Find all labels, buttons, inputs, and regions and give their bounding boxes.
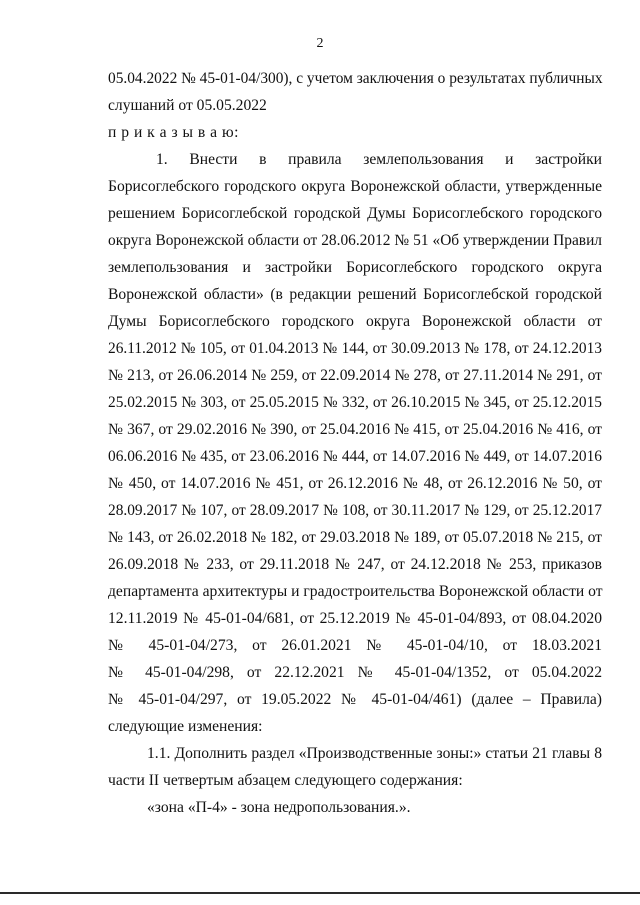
text-line: Борисоглебского городского округа Воронежской области, утвержденные	[108, 178, 602, 195]
order-word: п р и к а з ы в а ю:	[108, 124, 239, 141]
text-line: 06.06.2016 № 435, от 23.06.2016 № 444, от 14.07.2016 № 449, от 14.07.2016	[108, 448, 602, 465]
text-line: 26.09.2018 № 233, от 29.11.2018 № 247, от 24.12.2018 № 253, приказов	[108, 556, 602, 573]
text-line: № 45-01-04/297, от 19.05.2022 № 45-01-04/461) (далее – Правила)	[108, 691, 602, 708]
text-line: № 450, от 14.07.2016 № 451, от 26.12.2016 № 48, от 26.12.2016 № 50, от	[108, 475, 602, 492]
text-line: Воронежской области» (в редакции решений Борисоглебской городской	[108, 286, 602, 303]
text-line: № 45-01-04/298, от 22.12.2021 № 45-01-04/1352, от 05.04.2022	[108, 664, 602, 681]
text-line: 1. Внести в правила землепользования и застройки	[156, 151, 602, 168]
text-line: № 213, от 26.06.2014 № 259, от 22.09.2014 № 278, от 27.11.2014 № 291, от	[108, 367, 602, 384]
text-line: следующие изменения:	[108, 718, 263, 735]
text-line: № 143, от 26.02.2018 № 182, от 29.03.2018 № 189, от 05.07.2018 № 215, от	[108, 529, 602, 546]
text-line: части II четвертым абзацем следующего содержания:	[108, 772, 463, 789]
text-line: Думы Борисоглебского городского округа Воронежской области от	[108, 313, 602, 330]
text-line: 25.02.2015 № 303, от 25.05.2015 № 332, от 26.10.2015 № 345, от 25.12.2015	[108, 394, 602, 411]
page-number: 2	[316, 36, 324, 51]
bottom-edge-rule	[0, 892, 640, 894]
text-line: 28.09.2017 № 107, от 28.09.2017 № 108, от 30.11.2017 № 129, от 25.12.2017	[108, 502, 602, 519]
text-line: округа Воронежской области от 28.06.2012 № 51 «Об утверждении Правил	[108, 232, 602, 249]
text-line: слушаний от 05.05.2022	[108, 97, 267, 114]
text-line: землепользования и застройки Борисоглебского городского округа	[108, 259, 602, 276]
text-line: 1.1. Дополнить раздел «Производственные зоны:» статьи 21 главы 8	[147, 745, 602, 762]
text-line: № 45-01-04/273, от 26.01.2021 № 45-01-04/10, от 18.03.2021	[108, 637, 602, 654]
text-line: 12.11.2019 № 45-01-04/681, от 25.12.2019 № 45-01-04/893, от 08.04.2020	[108, 610, 602, 627]
text-line: 05.04.2022 № 45-01-04/300), с учетом заключения о результатах публичных	[108, 70, 603, 87]
text-line: 26.11.2012 № 105, от 01.04.2013 № 144, от 30.09.2013 № 178, от 24.12.2013	[108, 340, 602, 357]
text-line: № 367, от 29.02.2016 № 390, от 25.04.2016 № 415, от 25.04.2016 № 416, от	[108, 421, 602, 438]
text-line: департамента архитектуры и градостроительства Воронежской области от	[108, 583, 603, 600]
text-line: «зона «П-4» - зона недропользования.».	[147, 799, 411, 816]
text-line: решением Борисоглебской городской Думы Борисоглебского городского	[108, 205, 602, 222]
